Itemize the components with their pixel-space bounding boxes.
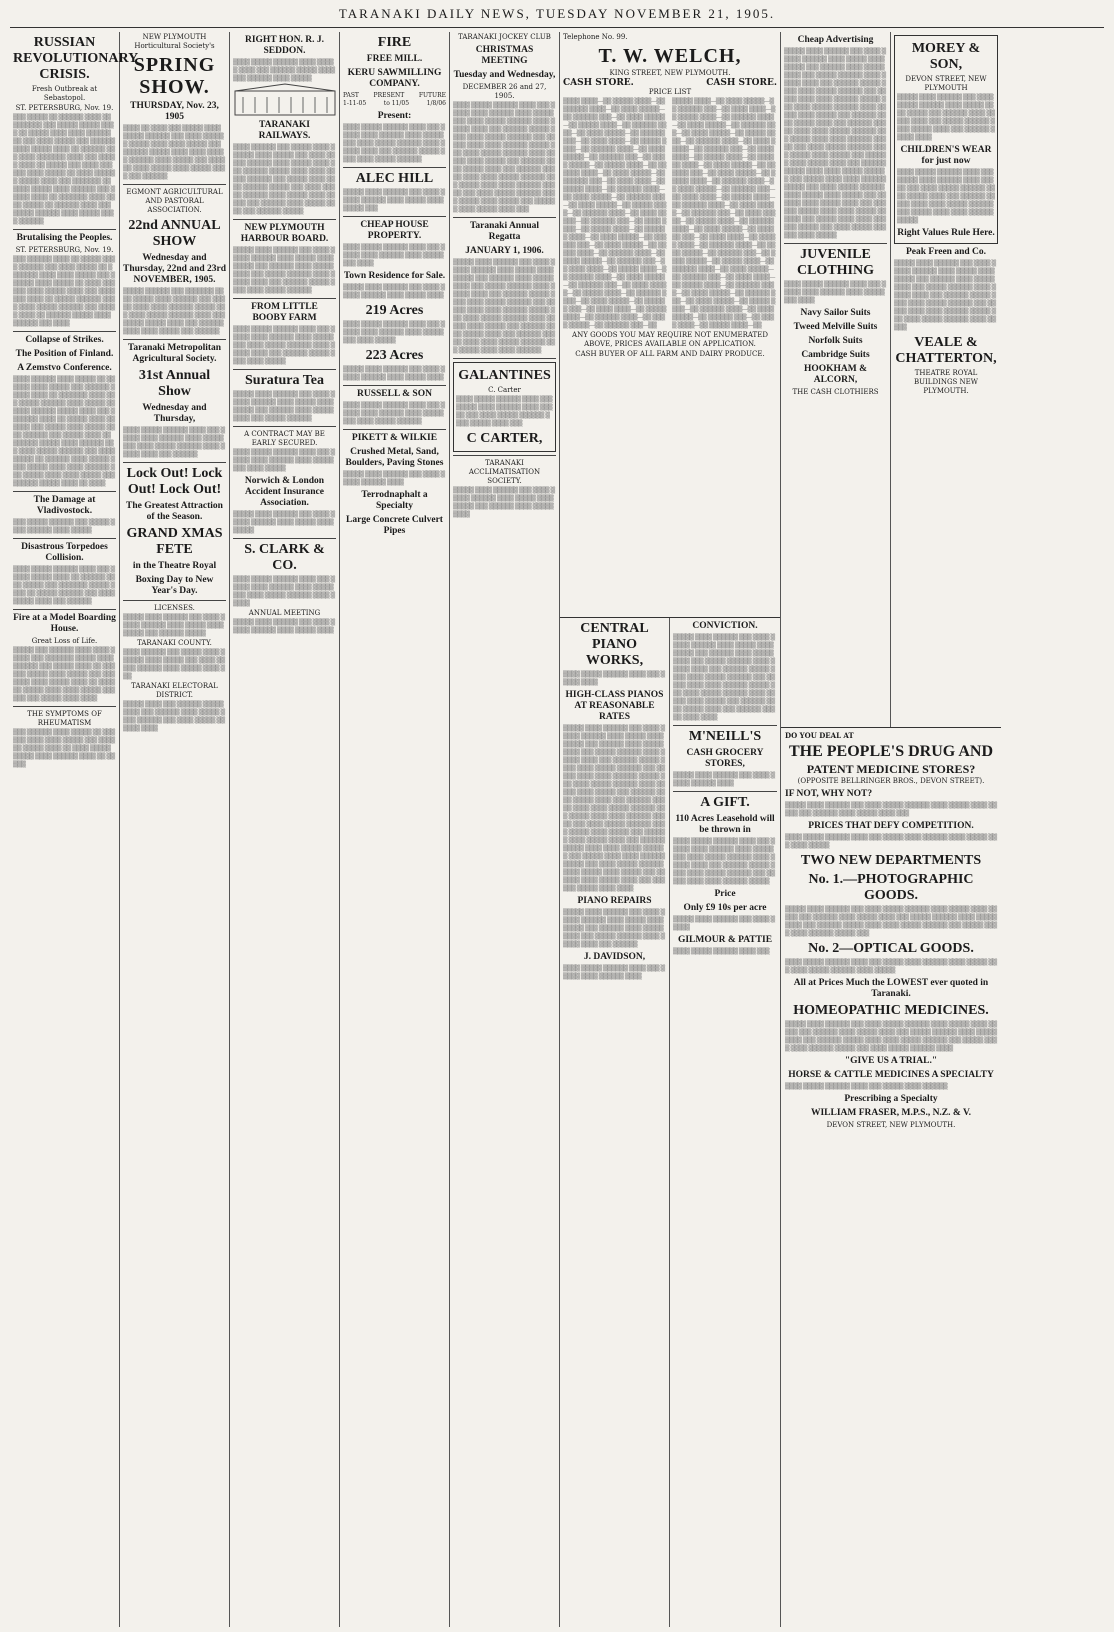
headline-norfolk-suits: Norfolk Suits — [808, 336, 863, 346]
divider — [233, 219, 336, 220]
ad-text: ▒▒▒▒▒ ▒▒▒▒ ▒▒▒▒▒▒ ▒▒▒ ▒▒▒▒ ▒▒▒▒▒ ▒▒▒▒▒▒ ▒▒▒▒ ▒▒▒▒▒ ▒▒▒▒ ▒▒▒▒▒ ▒▒▒ ▒▒▒▒▒▒ ▒▒▒▒ ▒▒▒▒▒ ▒▒▒▒ ▒▒▒ ▒▒▒▒▒ ▒▒▒▒▒▒ — [233, 391, 335, 422]
article-text: ▒▒▒▒ ▒▒▒▒▒ ▒▒▒▒▒▒ ▒▒▒▒ ▒▒▒ ▒▒▒▒▒ ▒▒▒▒▒ ▒▒▒▒ ▒▒ ▒▒▒▒▒▒ ▒▒▒▒ ▒▒▒▒▒ ▒▒▒ ▒▒▒▒▒▒▒ ▒▒▒▒▒ ▒▒▒▒ ▒▒ ▒▒▒▒▒ ▒▒▒▒▒▒ ▒▒▒ ▒▒▒▒ ▒▒▒▒▒ ▒▒▒▒ ▒▒▒ ▒▒▒▒▒▒ — [13, 566, 115, 605]
ad-text: ▒▒▒▒ ▒▒▒▒▒▒ ▒▒▒ ▒▒▒▒▒ ▒▒▒▒ ▒▒▒▒▒▒ ▒▒▒▒ ▒▒▒▒▒ ▒▒▒ ▒▒▒▒ ▒▒▒▒▒ ▒▒▒▒▒▒ ▒▒▒▒ ▒▒▒▒▒ ▒▒▒▒ ▒▒▒ — [123, 649, 225, 680]
headline-piano-works: CENTRAL PIANO WORKS, — [580, 621, 649, 668]
ad-text: ▒▒▒▒▒ ▒▒▒▒ ▒▒▒▒▒▒ ▒▒▒ ▒▒▒▒ ▒▒▒▒▒ ▒▒▒▒▒▒ ▒▒▒▒ ▒▒▒▒▒ ▒▒▒▒ ▒▒▒▒▒ ▒▒▒ ▒▒▒▒▒▒ ▒▒▒▒ ▒▒▒▒▒ ▒▒▒▒ ▒▒▒ — [785, 802, 997, 817]
headline-morey: MOREY & SON, — [911, 41, 981, 72]
welch-ad — [560, 32, 780, 617]
headline-cheap-advertising: Cheap Advertising — [797, 35, 874, 45]
headline-torpedo: Disastrous Torpedoes Collision. — [21, 542, 108, 563]
ad-text: ▒▒▒▒▒ ▒▒▒▒ ▒▒▒ ▒▒▒▒▒▒ ▒▒▒▒▒ ▒▒▒▒ ▒▒▒ ▒▒▒▒▒▒ ▒▒▒▒ ▒▒▒▒▒ ▒▒▒▒ ▒▒▒▒▒▒ ▒▒▒ ▒▒▒▒ ▒▒▒▒▒ ▒▒▒▒▒▒ ▒▒▒▒ — [123, 701, 225, 732]
headline-mneills: M'NEILL'S — [688, 729, 762, 744]
telephone: Telephone No. 99. — [563, 33, 628, 41]
meeting-dates: DECEMBER 26 and 27, 1905. — [462, 83, 547, 100]
morey-ad — [894, 35, 998, 244]
ad-text: ▒▒▒▒ ▒▒▒▒▒ ▒▒▒▒▒▒ ▒▒▒▒ ▒▒▒ ▒▒▒▒▒ ▒▒▒▒ ▒▒▒▒▒▒ ▒▒▒▒ ▒▒▒▒▒ ▒▒▒ ▒▒▒▒ ▒▒▒▒▒ — [233, 449, 335, 472]
headline-fire: Fire at a Model Boarding House. — [13, 613, 116, 634]
divider — [123, 339, 226, 340]
headline-navy-suits: Navy Sailor Suits — [800, 308, 871, 318]
programme-text: ▒▒▒▒ ▒▒▒▒▒ ▒▒▒▒▒▒ ▒▒▒▒ ▒▒▒ ▒▒▒▒▒ ▒▒▒▒ ▒▒▒▒▒▒ ▒▒▒▒ ▒▒▒▒▒ ▒▒▒ ▒▒▒▒ ▒▒▒▒▒ ▒▒▒▒▒▒ ▒▒▒▒ ▒▒▒▒▒ ▒▒▒▒ ▒▒▒ ▒▒▒▒▒▒ ▒▒▒▒▒ ▒▒▒▒ ▒▒▒▒ ▒▒▒▒▒ ▒▒▒▒▒▒ ▒▒▒ ▒▒▒▒▒ ▒▒▒▒ ▒▒▒▒ ▒▒▒▒▒▒ ▒▒▒▒▒ ▒▒▒ ▒▒▒▒ ▒▒▒▒▒ ▒▒▒▒▒▒ ▒▒▒▒ ▒▒▒▒▒ ▒▒▒▒ ▒▒▒▒▒ ▒▒▒ ▒▒▒▒▒▒ ▒▒▒▒ ▒▒▒▒▒ ▒▒▒▒ ▒▒▒ ▒▒▒▒▒▒ ▒▒▒▒▒ ▒▒▒▒ ▒▒▒▒ ▒▒▒▒▒ ▒▒▒▒▒▒ ▒▒▒ ▒▒▒▒▒ ▒▒▒▒ ▒▒▒▒ ▒▒▒▒▒▒ ▒▒▒▒▒ ▒▒▒ ▒▒▒▒ ▒▒▒▒▒ ▒▒▒▒▒▒ ▒▒▒▒ ▒▒▒▒▒ ▒▒▒▒ ▒▒▒▒▒ ▒▒▒ ▒▒▒▒▒▒ ▒▒▒▒ ▒▒▒▒▒ ▒▒▒▒ ▒▒▒ — [453, 102, 555, 213]
headline-booby-farm: FROM LITTLE BOOBY FARM — [251, 302, 318, 323]
building-illustration — [233, 83, 337, 117]
fraser-address: DEVON STREET, NEW PLYMOUTH. — [826, 1121, 956, 1129]
headline-why-not: IF NOT, WHY NOT? — [785, 789, 873, 799]
headline-finland: The Position of Finland. — [15, 349, 114, 359]
headline-town-residence: Town Residence for Sale. — [343, 271, 446, 281]
notice-electoral: TARANAKI ELECTORAL DISTRICT. — [131, 682, 218, 699]
table-cell: 1/8/06 — [426, 100, 446, 107]
headline-price: Price — [714, 889, 736, 899]
ad-text: ▒▒▒▒▒ ▒▒▒▒ ▒▒▒▒▒▒ ▒▒▒ ▒▒▒▒ ▒▒▒▒▒ ▒▒▒▒▒▒ ▒▒▒▒ — [673, 772, 775, 787]
ad-text: ▒▒▒▒ ▒▒▒▒▒ ▒▒▒▒▒▒ ▒▒▒▒ ▒▒▒ ▒▒▒▒▒ ▒▒▒▒ ▒▒▒▒▒▒ ▒▒▒▒ ▒▒▒▒▒ ▒▒▒ ▒▒▒▒ ▒▒▒▒▒ ▒▒▒▒▒▒ ▒▒▒▒ ▒▒▒▒▒ ▒▒▒▒ ▒▒▒ — [456, 396, 553, 427]
headline-tweed-suits: Tweed Melville Suits — [793, 322, 878, 332]
cash-store-right: CASH STORE. — [706, 78, 777, 88]
drug-store-ad — [781, 727, 1001, 1627]
ad-text: ▒▒▒▒ ▒▒▒▒▒ ▒▒▒▒▒▒ ▒▒▒▒ ▒▒▒ ▒▒▒▒▒ ▒▒▒▒ ▒▒▒▒▒▒ ▒▒▒▒ ▒▒▒▒▒ ▒▒▒ ▒▒▒▒ ▒▒▒▒▒ ▒▒▒▒▒▒ ▒▒▒▒ ▒▒▒▒▒ ▒▒▒▒ ▒▒▒ ▒▒▒▒▒▒ — [123, 427, 225, 458]
ad-text: ▒▒▒▒▒ ▒▒▒▒ ▒▒▒▒▒▒ ▒▒▒ ▒▒▒▒ ▒▒▒▒▒ ▒▒▒▒▒▒ ▒▒▒▒ ▒▒▒▒▒ ▒▒▒▒ ▒▒▒▒▒ ▒▒▒ — [343, 189, 445, 212]
price-list-left: ▒▒▒▒ ▒▒▒▒—▒▒ ▒▒▒▒▒ ▒▒▒▒—▒▒ ▒▒▒▒▒▒ ▒▒▒▒—▒▒ ▒▒▒▒ ▒▒▒▒▒—▒▒ ▒▒▒▒▒▒ ▒▒▒—▒▒ ▒▒▒▒ ▒▒▒▒▒—▒▒ ▒▒▒▒▒ ▒▒▒▒—▒▒ ▒▒▒▒▒▒ ▒▒▒▒—▒▒ ▒▒▒▒ ▒▒▒▒▒—▒▒ ▒▒▒▒▒▒ ▒▒▒—▒▒ ▒▒▒▒ ▒▒▒▒—▒▒ ▒▒▒▒▒ ▒▒▒▒—▒▒ ▒▒▒▒▒▒ ▒▒▒▒—▒▒ ▒▒▒▒ ▒▒▒▒▒—▒▒ ▒▒▒▒▒▒ ▒▒▒—▒▒ ▒▒▒▒ ▒▒▒▒▒—▒▒ ▒▒▒▒▒ ▒▒▒▒—▒▒ ▒▒▒▒▒▒ ▒▒▒▒—▒▒ ▒▒▒▒ ▒▒▒▒▒—▒▒ ▒▒▒▒▒▒ ▒▒▒—▒▒ ▒▒▒▒ ▒▒▒▒—▒▒ ▒▒▒▒▒ ▒▒▒▒—▒▒ ▒▒▒▒▒▒ ▒▒▒▒—▒▒ ▒▒▒▒ ▒▒▒▒▒—▒▒ ▒▒▒▒▒▒ ▒▒▒—▒▒ ▒▒▒▒ ▒▒▒▒▒—▒▒ ▒▒▒▒▒ ▒▒▒▒—▒▒ ▒▒▒▒▒▒ ▒▒▒▒—▒▒ ▒▒▒▒ ▒▒▒▒▒—▒▒ ▒▒▒▒▒▒ ▒▒▒—▒▒ ▒▒▒▒ ▒▒▒▒—▒▒ ▒▒▒▒▒ ▒▒▒▒—▒▒ ▒▒▒▒▒▒ ▒▒▒▒—▒▒ ▒▒▒▒ ▒▒▒▒▒—▒▒ ▒▒▒▒▒▒ ▒▒▒—▒▒ ▒▒▒▒ ▒▒▒▒▒—▒▒ ▒▒▒▒▒ ▒▒▒▒—▒▒ ▒▒▒▒▒▒ ▒▒▒▒—▒▒ ▒▒▒▒ ▒▒▒▒▒—▒▒ ▒▒▒▒▒▒ ▒▒▒—▒▒ ▒▒▒▒ ▒▒▒▒—▒▒ ▒▒▒▒▒ ▒▒▒▒—▒▒ ▒▒▒▒▒▒ ▒▒▒▒—▒▒ ▒▒▒▒ ▒▒▒▒▒—▒▒ ▒▒▒▒▒▒ ▒▒▒—▒▒ ▒▒▒▒ ▒▒▒▒▒—▒▒ ▒▒▒▒▒ ▒▒▒▒—▒▒ ▒▒▒▒▒▒ ▒▒▒▒—▒▒ ▒▒▒▒ ▒▒▒▒▒—▒▒ ▒▒▒▒▒▒ ▒▒▒—▒▒ ▒▒▒▒ ▒▒▒▒—▒▒ ▒▒▒▒▒ ▒▒▒▒—▒▒ ▒▒▒▒▒▒ ▒▒▒▒—▒▒ ▒▒▒▒ ▒▒▒▒▒—▒▒ ▒▒▒▒▒▒ ▒▒▒—▒▒ — [563, 98, 667, 329]
column-6 — [560, 618, 670, 1627]
ad-text: ▒▒▒▒▒ ▒▒▒▒ ▒▒▒▒▒▒ ▒▒▒ ▒▒▒▒ ▒▒▒▒▒ ▒▒▒▒▒▒ ▒▒▒▒ ▒▒▒▒▒ ▒▒▒▒ ▒▒▒▒▒ ▒▒▒ ▒▒▒▒▒▒ ▒▒▒▒ ▒▒▒▒▒ ▒▒▒▒ — [453, 487, 555, 518]
hookham-tagline: THE CASH CLOTHIERS — [792, 388, 879, 396]
headline-cambridge-suits: Cambridge Suits — [801, 350, 870, 360]
fete-venue: in the Theatre Royal — [132, 561, 217, 571]
ad-text: ▒▒▒▒▒ ▒▒▒▒ ▒▒▒▒▒▒ ▒▒▒ ▒▒▒▒ ▒▒▒▒▒ ▒▒▒▒▒▒ ▒▒▒▒ ▒▒▒▒▒ ▒▒▒▒ ▒▒▒▒▒ ▒▒▒ ▒▒▒▒▒▒ ▒▒▒▒ ▒▒▒▒▒ ▒▒▒▒ ▒▒▒ ▒▒▒▒▒ ▒▒▒▒▒▒ ▒▒▒▒ ▒▒▒▒▒ ▒▒▒▒ ▒▒▒ ▒▒▒▒▒▒ ▒▒▒▒▒ ▒▒▒▒ ▒▒▒▒ ▒▒▒▒▒ ▒▒▒▒▒▒ ▒▒▒ ▒▒▒▒▒ ▒▒▒▒ ▒▒▒▒ ▒▒▒▒▒▒ ▒▒▒▒▒ ▒▒▒ ▒▒▒▒ ▒▒▒▒▒ ▒▒▒▒▒▒ ▒▒▒▒ ▒▒▒▒▒ ▒▒▒▒ ▒▒▒▒▒ ▒▒▒ ▒▒▒▒▒▒ ▒▒▒▒ ▒▒▒▒▒ ▒▒▒▒ ▒▒▒ ▒▒▒▒▒▒ ▒▒▒▒▒ ▒▒▒▒ ▒▒▒▒ — [673, 634, 775, 721]
article-text: ▒▒▒ ▒▒▒▒▒ ▒▒▒▒▒▒ ▒▒▒ ▒▒▒▒▒ ▒▒▒▒ ▒▒▒▒▒▒ ▒▒▒▒ ▒▒▒▒▒ — [13, 519, 115, 534]
divider — [123, 184, 226, 185]
ad-text: ▒▒▒▒ ▒▒▒▒▒ ▒▒▒▒▒▒ ▒▒▒▒ ▒▒▒ ▒▒▒▒▒ ▒▒▒▒ ▒▒▒▒▒▒ ▒▒▒▒ ▒▒▒▒▒ ▒▒▒ ▒▒▒▒ ▒▒▒▒▒ ▒▒▒▒▒▒ ▒▒▒▒ ▒▒▒▒▒ ▒▒▒▒ ▒▒▒ ▒▒▒▒▒▒ ▒▒▒▒▒ ▒▒▒▒ ▒▒▒▒ ▒▒▒▒▒ ▒▒▒▒▒▒ — [343, 124, 445, 163]
column-5 — [450, 32, 560, 1627]
headline-patent-medicine: PATENT MEDICINE STORES? — [806, 762, 976, 776]
ad-text: ▒▒▒▒▒ ▒▒▒▒ ▒▒▒▒▒▒ ▒▒▒ ▒▒▒▒ ▒▒▒▒▒ — [673, 916, 775, 931]
divider — [233, 538, 336, 539]
divider — [13, 538, 116, 539]
table-row — [343, 100, 446, 108]
table-head-present: PRESENT — [373, 92, 405, 99]
article-text: ▒▒▒▒ ▒▒▒▒▒▒ ▒▒▒▒ ▒▒▒▒▒ ▒▒ ▒▒▒▒▒▒ ▒▒▒▒ ▒▒▒▒▒ ▒▒▒ ▒▒▒▒▒▒ ▒▒▒▒▒ ▒▒▒▒ ▒▒ ▒▒▒▒▒▒▒ ▒▒▒▒ ▒▒▒ ▒▒▒▒▒ ▒▒▒▒▒▒ ▒▒▒▒ ▒▒▒▒▒ ▒▒ ▒▒▒▒ ▒▒▒▒▒▒ ▒▒▒▒▒ ▒▒▒▒ ▒▒▒ ▒▒▒▒▒▒▒ ▒▒▒▒ ▒▒ ▒▒▒▒▒ ▒▒▒▒ ▒▒▒▒▒▒ ▒▒▒ ▒▒▒▒▒ ▒▒▒▒ ▒▒▒▒▒ ▒▒▒▒ ▒▒▒▒▒▒ ▒▒▒ ▒▒▒▒▒ ▒▒▒▒ ▒▒ ▒▒▒▒▒▒ ▒▒▒▒▒ ▒▒▒▒ ▒▒▒▒▒▒ ▒▒▒ ▒▒▒▒ ▒▒▒▒▒ ▒▒▒▒▒▒ ▒▒▒ ▒▒▒▒ ▒▒▒▒▒ ▒▒ ▒▒▒▒▒▒ ▒▒▒▒ ▒▒▒▒▒ ▒▒▒▒ ▒▒▒▒▒ ▒▒▒▒ ▒▒▒▒ ▒▒▒▒▒▒ ▒▒▒ ▒▒▒▒▒ ▒▒▒▒ ▒▒▒▒ ▒▒▒▒▒ ▒▒▒ ▒▒▒▒▒▒ ▒▒▒▒▒ ▒▒▒▒ ▒▒ ▒▒▒▒ — [13, 376, 115, 487]
headline-horse-cattle: HORSE & CATTLE MEDICINES A SPECIALTY — [788, 1070, 994, 1080]
association-name: EGMONT AGRICULTURAL AND PASTORAL ASSOCIATION. — [126, 188, 223, 214]
subhead: Fresh Outbreak at Sebastopol. — [31, 85, 98, 102]
society-name-metropolitan: Taranaki Metropolitan Agricultural Society. — [127, 343, 222, 364]
headline-terrodnaphalt: Terrodnaphalt a Specialty — [361, 490, 428, 511]
divider — [123, 462, 226, 463]
galantines-carter: C. Carter — [488, 386, 521, 394]
ad-text: ▒▒▒▒ ▒▒▒▒▒ ▒▒▒▒▒▒ ▒▒▒▒ ▒▒▒ ▒▒▒▒▒ ▒▒▒▒ ▒▒▒▒▒▒ ▒▒▒▒ ▒▒▒▒▒ ▒▒▒ ▒▒▒▒ — [343, 244, 445, 267]
divider — [343, 429, 446, 430]
column-2 — [120, 32, 230, 1627]
headline-railways: TARANAKI RAILWAYS. — [258, 120, 311, 141]
headline-conviction: CONVICTION. — [692, 621, 758, 631]
column-8 — [781, 32, 891, 727]
dateline: ST. PETERSBURG, Nov. 19. — [15, 104, 114, 112]
society-name: NEW PLYMOUTH Horticultural Society's — [134, 33, 215, 50]
cash-store-left: CASH STORE. — [563, 78, 634, 88]
headline-present: Present: — [377, 111, 412, 121]
headline-acclimatisation: TARANAKI ACCLIMATISATION SOCIETY. — [468, 459, 541, 485]
column-1 — [10, 32, 139, 1627]
headline-give-trial: "GIVE US A TRIAL." — [844, 1056, 938, 1066]
column-4 — [340, 32, 450, 1627]
welch-lower — [560, 617, 780, 1627]
headline-31st-show: 31st Annual Show — [138, 368, 211, 399]
ad-text: ▒▒▒▒▒ ▒▒▒▒ ▒▒▒▒▒▒ ▒▒▒ ▒▒▒▒ ▒▒▒▒▒ ▒▒▒▒▒▒ ▒▒▒▒ ▒▒▒▒▒ ▒▒▒▒ ▒▒▒▒▒ ▒▒▒ ▒▒▒▒▒▒ ▒▒▒▒ ▒▒▒▒▒ ▒▒▒▒ ▒▒▒ ▒▒▒▒▒ ▒▒▒▒▒▒ ▒▒▒▒ ▒▒▒▒▒ ▒▒▒▒ ▒▒▒ ▒▒▒▒▒▒ ▒▒▒▒▒ ▒▒▒▒ ▒▒▒▒ ▒▒▒▒▒ ▒▒▒▒▒▒ ▒▒▒ ▒▒▒▒▒ ▒▒▒▒ ▒▒▒▒ ▒▒▒▒▒▒ ▒▒▒▒▒ ▒▒▒ ▒▒▒▒ ▒▒▒▒▒ ▒▒▒▒▒▒ ▒▒▒▒ ▒▒▒▒▒ ▒▒▒▒ ▒▒▒▒▒ ▒▒▒ ▒▒▒▒▒▒ ▒▒▒▒ ▒▒▒▒▒ ▒▒▒▒ ▒▒▒ ▒▒▒▒▒▒ ▒▒▒▒▒ ▒▒▒▒ ▒▒▒▒ ▒▒▒▒▒ ▒▒▒▒▒▒ ▒▒▒ ▒▒▒▒▒ ▒▒▒▒ ▒▒▒▒ ▒▒▒▒▒▒ ▒▒▒▒▒ ▒▒▒ ▒▒▒▒ ▒▒▒▒▒ ▒▒▒▒▒▒ ▒▒▒▒ ▒▒▒▒▒ ▒▒▒▒ ▒▒▒▒▒ ▒▒▒ ▒▒▒▒▒▒ ▒▒▒▒ ▒▒▒▒▒ ▒▒▒▒ ▒▒▒ ▒▒▒▒▒▒ ▒▒▒▒▒ ▒▒▒▒ ▒▒▒▒ ▒▒▒▒▒ ▒▒▒▒▒▒ ▒▒▒ ▒▒▒▒▒ ▒▒▒▒ ▒▒▒▒ ▒▒▒▒▒▒ ▒▒▒▒▒ ▒▒▒ ▒▒▒▒ ▒▒▒▒▒ ▒▒▒▒▒▒ ▒▒▒▒ ▒▒▒▒▒ ▒▒▒▒ ▒▒▒▒▒ ▒▒▒ ▒▒▒▒▒▒ ▒▒▒▒ ▒▒▒▒▒ ▒▒▒▒ ▒▒▒ ▒▒▒▒▒▒ ▒▒▒▒▒ ▒▒▒▒ ▒▒▒▒ — [563, 725, 665, 892]
ad-text: ▒▒▒▒ ▒▒▒▒▒ ▒▒▒▒▒▒ ▒▒▒▒ ▒▒▒ ▒▒▒▒▒ ▒▒▒▒ ▒▒▒▒▒▒ ▒▒▒▒ ▒▒▒▒▒ ▒▒▒ ▒▒▒▒ — [784, 281, 886, 304]
welch-block — [560, 32, 781, 1627]
ad-text: ▒▒▒▒ ▒▒▒▒▒ ▒▒▒▒▒▒ ▒▒▒▒ ▒▒▒ ▒▒▒▒▒ ▒▒▒▒ ▒▒▒▒▒▒ ▒▒▒▒ — [563, 965, 665, 980]
headline-price-per-acre: Only £9 10s per acre — [683, 903, 767, 913]
divider — [233, 426, 336, 427]
headline-fraser: WILLIAM FRASER, M.P.S., N.Z. & V. — [810, 1108, 972, 1118]
headline-a-gift: A GIFT. — [700, 795, 750, 810]
ad-text: ▒▒▒▒▒ ▒▒▒▒ ▒▒▒▒▒▒ ▒▒▒ ▒▒▒▒ ▒▒▒▒▒ ▒▒▒▒▒▒ ▒▒▒▒ ▒▒▒▒▒ ▒▒▒▒ ▒▒▒▒▒ ▒▒▒ ▒▒▒▒▒▒ ▒▒▒▒ ▒▒▒▒▒ ▒▒▒▒ ▒▒▒ ▒▒▒▒▒ ▒▒▒▒▒▒ ▒▒▒▒ ▒▒▒▒▒ ▒▒▒▒ ▒▒▒ ▒▒▒▒▒▒ ▒▒▒▒▒ ▒▒▒▒ — [897, 94, 995, 141]
divider — [123, 600, 226, 601]
headline-seddon: RIGHT HON. R. J. SEDDON. — [244, 35, 324, 56]
table-head-future: FUTURE — [418, 92, 446, 99]
headline-free-mill: FREE MILL. — [366, 54, 423, 64]
ad-text: ▒▒▒▒▒ ▒▒▒▒ ▒▒▒▒▒▒ ▒▒▒ ▒▒▒▒ ▒▒▒▒▒ ▒▒▒▒▒▒ ▒▒▒▒ ▒▒▒▒▒ ▒▒▒▒ — [343, 284, 445, 299]
headline-vladivostock: The Damage at Vladivostock. — [33, 495, 96, 516]
headline-childrens-wear: CHILDREN'S WEAR for just now — [900, 145, 992, 166]
divider — [343, 385, 446, 386]
ad-text: ▒▒▒▒▒ ▒▒▒▒ ▒▒▒▒▒▒ ▒▒▒ ▒▒▒▒ ▒▒▒▒▒ ▒▒▒▒▒▒ ▒▒▒▒ ▒▒▒▒▒ ▒▒▒▒ ▒▒▒▒▒ ▒▒▒ ▒▒▒▒▒▒ ▒▒▒▒ ▒▒▒▒▒ ▒▒▒▒ ▒▒▒ ▒▒▒▒▒ ▒▒▒▒▒▒ ▒▒▒▒ ▒▒▒▒▒ ▒▒▒▒ ▒▒▒ ▒▒▒▒▒▒ — [563, 909, 665, 948]
table-head-past: PAST — [343, 92, 359, 99]
headline-clark: S. CLARK & CO. — [244, 542, 325, 573]
ad-text: ▒▒▒▒▒ ▒▒▒▒ ▒▒▒▒▒▒ ▒▒▒ ▒▒▒▒ ▒▒▒▒▒ ▒▒▒▒▒▒ ▒▒▒▒ ▒▒▒▒▒ ▒▒▒▒ ▒▒▒▒▒ ▒▒▒ ▒▒▒▒▒▒ ▒▒▒▒ ▒▒▒▒▒ ▒▒▒▒ ▒▒▒ ▒▒▒▒▒ ▒▒▒▒▒▒ ▒▒▒▒ ▒▒▒▒▒ ▒▒▒▒ ▒▒▒ ▒▒▒▒▒▒ ▒▒▒▒▒ ▒▒▒▒ ▒▒▒▒ ▒▒▒▒▒ ▒▒▒▒▒▒ ▒▒▒ ▒▒▒▒▒ ▒▒▒▒ ▒▒▒▒ ▒▒▒▒▒▒ ▒▒▒▒▒ ▒▒▒ ▒▒▒▒ ▒▒▒▒▒ ▒▒▒▒▒▒ ▒▒▒▒ — [785, 1021, 997, 1052]
headline-fire: FIRE — [377, 35, 412, 50]
regatta-date: JANUARY 1, 1906. — [465, 246, 544, 256]
subhead: Great Loss of Life. — [31, 637, 98, 645]
headline-pianos: HIGH-CLASS PIANOS AT REASONABLE RATES — [565, 690, 664, 722]
headline-110-acres: 110 Acres Leasehold will be thrown in — [675, 814, 775, 835]
headline-culvert: Large Concrete Culvert Pipes — [346, 515, 443, 536]
divider — [233, 298, 336, 299]
subhead-rheumatism: THE SYMPTOMS OF RHEUMATISM — [27, 710, 102, 727]
show-dates: Wednesday and Thursday, 22nd and 23rd NOVEMBER, 1905. — [123, 253, 226, 285]
drug-location: (OPPOSITE BELLRINGER BROS., DEVON STREET). — [797, 777, 985, 785]
club-name: TARANAKI JOCKEY CLUB — [458, 33, 551, 41]
headline-insurance: Norwich & London Accident Insurance Association. — [244, 476, 325, 508]
right-block — [781, 32, 1001, 1627]
ad-text: ▒▒▒▒▒ ▒▒▒▒ ▒▒▒▒▒▒ ▒▒▒ ▒▒▒▒ ▒▒▒▒▒ ▒▒▒▒▒▒ ▒▒▒▒ ▒▒▒▒▒ ▒▒▒▒ ▒▒▒▒▒ — [233, 511, 335, 534]
ad-text: ▒▒▒▒ ▒▒▒▒▒ ▒▒▒▒▒▒ ▒▒▒▒ ▒▒▒ ▒▒▒▒▒ ▒▒▒▒ — [563, 671, 665, 686]
column-3 — [230, 32, 340, 1627]
headline-cheap-house: CHEAP HOUSE PROPERTY. — [360, 220, 429, 241]
price-list — [563, 98, 777, 330]
masthead: TARANAKI DAILY NEWS, TUESDAY NOVEMBER 21, 1905. — [10, 6, 1104, 28]
headline-optical: No. 2—OPTICAL GOODS. — [808, 941, 974, 956]
ad-text: ▒▒▒▒▒ ▒▒▒▒ ▒▒▒▒▒▒ ▒▒▒ ▒▒▒▒ ▒▒▒▒▒ ▒▒▒▒▒▒ ▒▒▒▒ ▒▒▒▒▒ ▒▒▒▒ ▒▒▒▒▒ ▒▒▒ ▒▒▒▒▒▒ ▒▒▒▒▒ — [123, 614, 225, 637]
headline-prices-defy: PRICES THAT DEFY COMPETITION. — [808, 821, 974, 831]
headline-219-acres: 219 Acres — [365, 303, 424, 318]
show-date: THURSDAY, Nov. 23, 1905 — [130, 101, 219, 122]
headline-juvenile-clothing: JUVENILE CLOTHING — [796, 247, 874, 278]
divider — [453, 217, 556, 218]
article-text: ▒▒▒▒▒ ▒▒▒ ▒▒▒▒▒▒ ▒▒▒▒ ▒▒▒▒ ▒▒▒▒▒ ▒▒▒ ▒▒▒▒▒▒▒ ▒▒▒▒▒ ▒▒▒▒ ▒▒▒▒▒▒ ▒▒▒ ▒▒▒▒▒ ▒▒▒▒ ▒▒ ▒▒▒▒▒▒ ▒▒▒▒▒ ▒▒▒▒ ▒▒▒▒▒ ▒▒▒ ▒▒▒▒▒▒▒ ▒▒▒▒ ▒▒▒▒▒ ▒▒▒▒ ▒▒ ▒▒▒▒▒▒ ▒▒▒▒▒ ▒▒▒▒ ▒▒▒▒ ▒▒▒▒▒ ▒▒▒▒▒▒ ▒▒▒ ▒▒▒▒▒ ▒▒▒▒ ▒▒▒▒ — [13, 647, 115, 702]
price-list-title: PRICE LIST — [648, 88, 692, 96]
headline-davidson: J. DAVIDSON, — [583, 952, 646, 962]
table-header — [343, 92, 446, 100]
meeting-days: Tuesday and Wednesday, — [453, 70, 556, 80]
galantines-ad — [453, 362, 556, 452]
headline-contract: A CONTRACT MAY BE EARLY SECURED. — [244, 430, 325, 447]
headline-peak-freen: Peak Freen and Co. — [905, 247, 987, 257]
headline-galantines: GALANTINES — [458, 368, 551, 383]
headline-christmas-meeting: CHRISTMAS MEETING — [475, 45, 534, 66]
ad-text: ▒▒▒▒▒ ▒▒▒▒▒▒ ▒▒▒ ▒▒▒▒▒▒▒ ▒▒▒▒ ▒▒▒▒▒ ▒▒▒▒ ▒▒▒▒▒▒ ▒▒▒ ▒▒▒▒▒ ▒▒▒▒ ▒▒▒▒ ▒▒▒▒▒▒ ▒▒▒▒▒ ▒▒▒ ▒▒▒▒ ▒▒▒▒▒ ▒▒▒▒▒▒ ▒▒▒▒ ▒▒▒ ▒▒▒▒▒ ▒▒▒▒▒ ▒▒▒▒ ▒▒▒ ▒▒▒▒▒▒ ▒▒▒▒ ▒▒▒▒ ▒▒▒▒▒ ▒▒▒ ▒▒▒▒▒▒ — [123, 288, 225, 335]
divider — [453, 358, 556, 359]
headline-homeopathic: HOMEOPATHIC MEDICINES. — [793, 1003, 989, 1018]
divider — [13, 491, 116, 492]
divider — [343, 216, 446, 217]
article-text: ▒▒▒ ▒▒▒▒▒▒ ▒▒▒▒ ▒▒▒▒▒ ▒▒ ▒▒▒▒▒▒ ▒▒▒▒ ▒▒▒▒ ▒▒▒▒▒ ▒▒▒ ▒▒▒▒▒▒ ▒▒▒▒▒ ▒▒▒▒ ▒▒ ▒▒▒▒ ▒▒▒▒▒ ▒▒▒▒▒ ▒▒▒▒ ▒▒▒▒▒▒ ▒▒▒▒ ▒▒ ▒▒▒▒▒ — [13, 729, 115, 768]
ad-text: ▒▒▒▒ ▒▒▒▒▒ ▒▒▒▒▒▒ ▒▒▒▒ ▒▒▒ — [673, 948, 770, 955]
classified-text: ▒▒▒▒▒ ▒▒▒▒ ▒▒▒▒▒▒ ▒▒▒ ▒▒▒▒ ▒▒▒▒▒ ▒▒▒▒▒▒ ▒▒▒▒ ▒▒▒▒▒ ▒▒▒▒ ▒▒▒▒▒ ▒▒▒ ▒▒▒▒▒▒ ▒▒▒▒ ▒▒▒▒▒ ▒▒▒▒ ▒▒▒ ▒▒▒▒▒ ▒▒▒▒▒▒ ▒▒▒▒ ▒▒▒▒▒ ▒▒▒▒ ▒▒▒ ▒▒▒▒▒▒ ▒▒▒▒▒ ▒▒▒▒ ▒▒▒▒ ▒▒▒▒▒ ▒▒▒▒▒▒ ▒▒▒ ▒▒▒▒▒ ▒▒▒▒ ▒▒▒▒ ▒▒▒▒▒▒ ▒▒▒▒▒ ▒▒▒ ▒▒▒▒ ▒▒▒▒▒ ▒▒▒▒▒▒ ▒▒▒▒ ▒▒▒▒▒ ▒▒▒▒ ▒▒▒▒▒ ▒▒▒ ▒▒▒▒▒▒ ▒▒▒▒ ▒▒▒▒▒ ▒▒▒▒ ▒▒▒ ▒▒▒▒▒▒ ▒▒▒▒▒ ▒▒▒▒ ▒▒▒▒ ▒▒▒▒▒ ▒▒▒▒▒▒ ▒▒▒ ▒▒▒▒▒ ▒▒▒▒ ▒▒▒▒ ▒▒▒▒▒▒ ▒▒▒▒▒ ▒▒▒ ▒▒▒▒ ▒▒▒▒▒ ▒▒▒▒▒▒ ▒▒▒▒ ▒▒▒▒▒ ▒▒▒▒ ▒▒▒▒▒ ▒▒▒ ▒▒▒▒▒▒ ▒▒▒▒ ▒▒▒▒▒ ▒▒▒▒ ▒▒▒ ▒▒▒▒▒▒ ▒▒▒▒▒ ▒▒▒▒ ▒▒▒▒ ▒▒▒▒▒ ▒▒▒▒▒▒ ▒▒▒ ▒▒▒▒▒ ▒▒▒▒ ▒▒▒▒ ▒▒▒▒▒▒ ▒▒▒▒▒ ▒▒▒ ▒▒▒▒ ▒▒▒▒▒ ▒▒▒▒▒▒ ▒▒▒▒ ▒▒▒▒▒ ▒▒▒▒ ▒▒▒▒▒ ▒▒▒ ▒▒▒▒▒▒ ▒▒▒▒ ▒▒▒▒▒ ▒▒▒▒ ▒▒▒ ▒▒▒▒▒▒ ▒▒▒▒▒ ▒▒▒▒ ▒▒▒▒ ▒▒▒▒▒ ▒▒▒▒▒▒ ▒▒▒ ▒▒▒▒▒ ▒▒▒▒ ▒▒▒▒ ▒▒▒▒▒▒ ▒▒▒▒▒ ▒▒▒ ▒▒▒▒ ▒▒▒▒▒ ▒▒▒▒▒▒ ▒▒▒▒ ▒▒▒▒▒ — [784, 48, 886, 239]
table-cell: 1-11-05 — [343, 100, 367, 107]
divider — [233, 369, 336, 370]
headline-c-carter: C CARTER, — [466, 431, 543, 446]
price-list-right: ▒▒▒▒▒ ▒▒▒▒—▒▒ ▒▒▒▒ ▒▒▒▒▒—▒▒ ▒▒▒▒▒▒ ▒▒▒—▒▒ ▒▒▒▒ ▒▒▒▒—▒▒ ▒▒▒▒▒ ▒▒▒▒—▒▒ ▒▒▒▒▒▒ ▒▒▒▒—▒▒ ▒▒▒▒ ▒▒▒▒▒—▒▒ ▒▒▒▒▒▒ ▒▒▒—▒▒ ▒▒▒▒ ▒▒▒▒▒—▒▒ ▒▒▒▒▒ ▒▒▒▒—▒▒ ▒▒▒▒▒▒ ▒▒▒▒—▒▒ ▒▒▒▒ ▒▒▒▒▒—▒▒ ▒▒▒▒▒▒ ▒▒▒—▒▒ ▒▒▒▒ ▒▒▒▒—▒▒ ▒▒▒▒▒ ▒▒▒▒—▒▒ ▒▒▒▒▒▒ ▒▒▒▒—▒▒ ▒▒▒▒ ▒▒▒▒▒—▒▒ ▒▒▒▒▒▒ ▒▒▒—▒▒ ▒▒▒▒ ▒▒▒▒▒—▒▒ ▒▒▒▒▒ ▒▒▒▒—▒▒ ▒▒▒▒▒▒ ▒▒▒▒—▒▒ ▒▒▒▒ ▒▒▒▒▒—▒▒ ▒▒▒▒▒▒ ▒▒▒—▒▒ ▒▒▒▒ ▒▒▒▒—▒▒ ▒▒▒▒▒ ▒▒▒▒—▒▒ ▒▒▒▒▒▒ ▒▒▒▒—▒▒ ▒▒▒▒ ▒▒▒▒▒—▒▒ ▒▒▒▒▒▒ ▒▒▒—▒▒ ▒▒▒▒ ▒▒▒▒▒—▒▒ ▒▒▒▒▒ ▒▒▒▒—▒▒ ▒▒▒▒▒▒ ▒▒▒▒—▒▒ ▒▒▒▒ ▒▒▒▒▒—▒▒ ▒▒▒▒▒▒ ▒▒▒—▒▒ ▒▒▒▒ ▒▒▒▒—▒▒ ▒▒▒▒▒ ▒▒▒▒—▒▒ ▒▒▒▒▒▒ ▒▒▒▒—▒▒ ▒▒▒▒ ▒▒▒▒▒—▒▒ ▒▒▒▒▒▒ ▒▒▒—▒▒ ▒▒▒▒ ▒▒▒▒▒—▒▒ ▒▒▒▒▒ ▒▒▒▒—▒▒ ▒▒▒▒▒▒ ▒▒▒▒—▒▒ ▒▒▒▒ ▒▒▒▒▒—▒▒ ▒▒▒▒▒▒ ▒▒▒—▒▒ ▒▒▒▒ ▒▒▒▒—▒▒ ▒▒▒▒▒ ▒▒▒▒—▒▒ ▒▒▒▒▒▒ ▒▒▒▒—▒▒ ▒▒▒▒ ▒▒▒▒▒—▒▒ ▒▒▒▒▒▒ ▒▒▒—▒▒ ▒▒▒▒ ▒▒▒▒▒—▒▒ ▒▒▒▒▒ ▒▒▒▒—▒▒ ▒▒▒▒▒▒ ▒▒▒▒—▒▒ ▒▒▒▒ ▒▒▒▒▒—▒▒ ▒▒▒▒▒▒ ▒▒▒—▒▒ ▒▒▒▒ ▒▒▒▒—▒▒ ▒▒▒▒▒ ▒▒▒▒—▒▒ — [672, 98, 776, 329]
divider — [13, 706, 116, 707]
divider — [673, 725, 777, 726]
divider — [784, 243, 887, 244]
headline-spring-show: SPRING SHOW. — [133, 54, 216, 98]
headline-lowest-prices: All at Prices Much the LOWEST ever quoted in Taranaki. — [793, 978, 989, 999]
headline-annual-show: 22nd ANNUAL SHOW — [128, 218, 221, 249]
article-text: ▒▒▒ ▒▒▒▒▒ ▒▒ ▒▒▒▒▒▒ ▒▒▒▒ ▒▒ ▒▒▒▒▒▒▒ ▒▒▒ ▒▒▒▒▒ ▒▒▒▒▒ ▒▒▒▒ ▒▒ ▒▒▒▒▒ ▒▒▒▒ ▒▒▒▒ ▒▒▒▒▒▒ ▒▒ ▒▒▒ ▒▒▒▒ ▒▒▒▒▒ ▒▒▒ ▒▒▒▒▒▒ ▒▒▒▒ ▒▒▒▒▒ ▒▒▒▒ ▒▒ ▒▒▒▒▒▒ ▒▒▒ ▒▒▒▒ ▒▒▒▒▒▒▒ ▒▒▒▒ ▒▒▒ ▒▒▒▒▒ ▒▒▒▒ ▒▒ ▒▒▒▒▒ ▒▒▒ ▒▒▒▒ ▒▒▒▒▒▒ ▒▒▒▒ ▒▒▒▒▒ ▒▒ ▒▒▒▒ ▒▒▒▒▒▒ ▒▒▒▒▒ ▒▒▒▒ ▒▒▒ ▒▒▒▒▒▒▒ ▒▒ ▒▒▒▒ ▒▒▒▒▒ ▒▒▒▒ ▒▒▒▒▒▒ ▒▒▒ ▒▒▒▒▒ ▒▒▒▒ ▒▒ ▒▒▒▒▒▒▒ ▒▒▒▒ ▒▒▒▒ ▒▒▒▒▒ ▒▒ ▒▒▒▒▒▒ ▒▒▒▒ ▒▒▒ ▒▒▒▒▒ ▒▒▒▒▒▒ ▒▒▒▒ ▒▒▒▒▒ ▒▒▒▒ ▒▒▒▒▒▒ — [13, 114, 115, 225]
headline-veale: VEALE & CHATTERTON, — [895, 335, 997, 366]
ad-text: ▒▒▒▒ ▒▒▒▒▒ ▒▒▒▒▒▒ ▒▒▒▒ ▒▒▒ ▒▒▒▒▒ ▒▒▒▒ ▒▒▒▒▒▒ ▒▒▒▒ ▒▒▒▒▒ ▒▒▒ ▒▒▒▒ ▒▒▒▒▒ ▒▒▒▒▒▒ — [343, 402, 445, 425]
ad-text: ▒▒▒▒ ▒▒▒▒▒ ▒▒▒▒▒▒ ▒▒▒▒ ▒▒▒ ▒▒▒▒▒ ▒▒▒▒ ▒▒▒▒▒▒ — [785, 1083, 948, 1090]
column-9 — [891, 32, 1001, 727]
ad-text: ▒▒▒▒ ▒▒▒▒▒ ▒▒▒▒▒▒ ▒▒▒▒ ▒▒▒ ▒▒▒▒▒ ▒▒▒▒ ▒▒▒▒▒▒ ▒▒▒▒ ▒▒▒▒▒ ▒▒▒ ▒▒▒▒ ▒▒▒▒▒ — [343, 321, 445, 344]
columns — [10, 32, 1104, 1627]
ad-text: ▒▒▒▒ ▒▒▒▒▒▒ ▒▒▒ ▒▒▒▒▒ ▒▒▒▒ ▒▒▒▒▒▒ ▒▒▒▒ ▒▒▒▒▒ ▒▒▒ ▒▒▒▒ ▒▒▒▒▒ ▒▒▒▒▒▒ ▒▒▒▒ ▒▒▒▒▒ ▒▒▒▒ ▒▒▒ ▒▒▒▒▒▒ ▒▒▒▒▒ ▒▒▒▒ ▒▒▒▒ ▒▒▒▒▒ ▒▒▒▒▒▒ ▒▒▒ ▒▒▒▒▒ ▒▒▒▒ ▒▒▒▒ ▒▒▒▒▒▒ ▒▒▒▒▒ ▒▒▒ ▒▒▒▒ ▒▒▒▒▒ ▒▒▒▒▒▒ ▒▒▒▒ ▒▒▒▒▒ ▒▒▒▒ ▒▒▒▒▒ ▒▒▒ ▒▒▒▒▒▒ ▒▒▒▒ ▒▒▒▒▒ ▒▒▒▒ ▒▒▒ ▒▒▒▒▒▒ ▒▒▒▒▒ — [233, 144, 335, 215]
divider — [343, 167, 446, 168]
ad-text: ▒▒▒▒▒ ▒▒▒▒ ▒▒▒▒▒▒ ▒▒▒ ▒▒▒▒ ▒▒▒▒▒ ▒▒▒▒▒▒ ▒▒▒▒ ▒▒▒▒▒ ▒▒▒▒ — [233, 619, 335, 634]
ad-text: ▒▒▒▒▒ ▒▒▒▒ ▒▒▒▒▒▒ ▒▒▒ ▒▒▒▒ ▒▒▒▒▒ ▒▒▒▒▒▒ ▒▒▒▒ ▒▒▒▒▒ ▒▒▒▒ — [343, 366, 445, 381]
ad-text: ▒▒▒▒ ▒▒▒▒▒ ▒▒▒▒▒▒ ▒▒▒▒ ▒▒▒ ▒▒▒▒▒ ▒▒▒▒ ▒▒▒▒▒▒ ▒▒▒▒ ▒▒▒▒▒ ▒▒▒ ▒▒▒▒ ▒▒▒▒▒ ▒▒▒▒▒▒ ▒▒▒▒ ▒▒▒▒▒ ▒▒▒▒ ▒▒▒ ▒▒▒▒▒▒ ▒▒▒▒▒ ▒▒▒▒ ▒▒▒▒ ▒▒▒▒▒ ▒▒▒▒▒▒ ▒▒▒ ▒▒▒▒▒ ▒▒▒▒ ▒▒▒▒ ▒▒▒▒▒▒ ▒▒▒▒▒ — [673, 838, 775, 885]
table-cell: to 11/05 — [383, 100, 410, 107]
show-days: Wednesday and Thursday, — [142, 403, 207, 424]
ad-text: ▒▒▒▒▒ ▒▒▒▒ ▒▒▒▒▒▒ ▒▒▒ ▒▒▒▒ ▒▒▒▒▒ ▒▒▒▒▒▒ ▒▒▒▒ — [343, 471, 445, 486]
notice-county: TARANAKI COUNTY. — [137, 639, 212, 647]
welch-footer-2: CASH BUYER OF ALL FARM AND DAIRY PRODUCE. — [575, 350, 765, 358]
headline-hookham: HOOKHAM & ALCORN, — [803, 364, 868, 385]
headline-lock-out: Lock Out! Lock Out! Lock Out! — [126, 466, 223, 497]
headline-223-acres: 223 Acres — [365, 348, 424, 363]
ad-text: ▒▒▒▒▒ ▒▒▒▒ ▒▒▒▒▒▒ ▒▒▒ ▒▒▒▒ ▒▒▒▒▒ ▒▒▒▒▒▒ ▒▒▒▒ ▒▒▒▒▒ ▒▒▒▒ ▒▒▒▒▒ ▒▒▒ ▒▒▒▒▒▒ ▒▒▒▒ ▒▒▒▒▒ ▒▒▒▒ ▒▒▒ ▒▒▒▒▒ ▒▒▒▒▒▒ ▒▒▒▒ ▒▒▒▒▒ ▒▒▒▒ ▒▒▒ ▒▒▒▒▒▒ ▒▒▒▒▒ ▒▒▒▒ ▒▒▒▒ ▒▒▒▒▒ ▒▒▒▒▒▒ ▒▒▒ ▒▒▒▒▒ ▒▒▒▒ ▒▒▒▒ ▒▒▒▒▒▒ ▒▒▒▒▒ ▒▒▒ — [785, 906, 997, 937]
ad-text: ▒▒▒▒ ▒▒▒▒▒ ▒▒▒▒▒▒ ▒▒▒▒ ▒▒▒ ▒▒▒▒▒ ▒▒▒▒ ▒▒▒▒▒▒ ▒▒▒▒ ▒▒▒▒▒ ▒▒▒ ▒▒▒▒ ▒▒▒▒▒ ▒▒▒▒▒▒ ▒▒▒▒ ▒▒▒▒▒ — [233, 576, 335, 607]
drug-question: DO YOU DEAL AT — [785, 731, 854, 740]
ad-text: ▒▒▒▒ ▒▒▒▒▒ ▒▒▒▒▒▒ ▒▒▒▒ ▒▒▒▒▒ ▒▒▒▒ ▒▒▒ ▒▒▒▒▒▒ ▒▒▒▒▒ ▒▒▒▒ ▒▒▒ ▒▒▒▒▒▒ ▒▒▒▒ ▒▒▒▒▒ — [233, 59, 335, 82]
headline-brutalising: Brutalising the Peoples. — [16, 233, 113, 243]
headline-attraction: The Greatest Attraction of the Season. — [126, 501, 223, 522]
welch-footer-1: ANY GOODS YOU MAY REQUIRE NOT ENUMERATED ABOVE, PRICES AVAILABLE ON APPLICATION. — [572, 331, 768, 348]
headline-right-values: Right Values Rule Here. — [897, 228, 995, 238]
headline-keru: KERU SAWMILLING COMPANY. — [347, 68, 442, 89]
headline-pikett: PIKETT & WILKIE — [351, 433, 438, 443]
veale-address: THEATRE ROYAL BUILDINGS NEW PLYMOUTH. — [913, 369, 978, 395]
headline-zemstvo: A Zemstvo Conference. — [17, 363, 112, 373]
headline-peoples-drug: THE PEOPLE'S DRUG AND — [788, 743, 994, 760]
headline-annual-meeting: ANNUAL MEETING — [248, 609, 321, 617]
morey-address: DEVON STREET, NEW PLYMOUTH — [905, 75, 987, 92]
divider — [13, 609, 116, 610]
headline-harbour-board: NEW PLYMOUTH HARBOUR BOARD. — [240, 223, 329, 244]
ad-text: ▒▒▒▒ ▒▒ ▒▒▒▒ ▒▒▒ ▒▒▒▒▒ ▒▒▒▒ ▒▒▒▒▒ ▒▒▒▒▒▒ ▒▒▒ ▒▒▒▒ ▒▒▒▒▒▒ ▒▒▒▒▒ ▒▒▒▒ ▒▒▒▒ ▒▒▒▒▒ ▒▒▒ ▒▒▒▒▒▒ ▒▒▒▒▒ ▒▒▒▒ ▒▒▒▒ ▒▒▒▒▒ ▒▒▒▒▒▒ ▒▒▒▒ ▒▒▒▒▒ ▒▒▒ ▒▒▒▒▒▒ ▒▒▒▒ ▒▒▒▒▒ ▒▒▒▒ ▒▒▒▒▒ ▒▒▒▒ ▒▒▒ ▒▒▒▒▒▒ — [123, 125, 225, 180]
headline-suratura-tea: Suratura Tea — [245, 373, 324, 388]
programme-text: ▒▒▒▒▒ ▒▒▒▒ ▒▒▒▒▒▒ ▒▒▒ ▒▒▒▒ ▒▒▒▒▒ ▒▒▒▒▒▒ ▒▒▒▒ ▒▒▒▒▒ ▒▒▒▒ ▒▒▒▒▒ ▒▒▒ ▒▒▒▒▒▒ ▒▒▒▒ ▒▒▒▒▒ ▒▒▒▒ ▒▒▒ ▒▒▒▒▒ ▒▒▒▒▒▒ ▒▒▒▒ ▒▒▒▒▒ ▒▒▒▒ ▒▒▒ ▒▒▒▒▒▒ ▒▒▒▒▒ ▒▒▒▒ ▒▒▒▒ ▒▒▒▒▒ ▒▒▒▒▒▒ ▒▒▒ ▒▒▒▒▒ ▒▒▒▒ ▒▒▒▒ ▒▒▒▒▒▒ ▒▒▒▒▒ ▒▒▒ ▒▒▒▒ ▒▒▒▒▒ ▒▒▒▒▒▒ ▒▒▒▒ ▒▒▒▒▒ ▒▒▒▒ ▒▒▒▒▒ ▒▒▒ ▒▒▒▒▒▒ ▒▒▒▒ ▒▒▒▒▒ ▒▒▒▒ ▒▒▒ ▒▒▒▒▒▒ ▒▒▒▒▒ ▒▒▒▒ ▒▒▒▒ ▒▒▒▒▒ ▒▒▒▒▒▒ ▒▒▒ ▒▒▒▒▒ ▒▒▒▒ ▒▒▒▒ ▒▒▒▒▒▒ — [453, 259, 555, 354]
divider — [13, 229, 116, 230]
ad-text: ▒▒▒▒ ▒▒▒▒▒ ▒▒▒▒▒▒ ▒▒▒▒ ▒▒▒ ▒▒▒▒▒ ▒▒▒▒ ▒▒▒▒▒▒ ▒▒▒▒ ▒▒▒▒▒ ▒▒▒ ▒▒▒▒ ▒▒▒▒▒ ▒▒▒▒▒▒ ▒▒▒▒ ▒▒▒▒▒ ▒▒▒▒ ▒▒▒ ▒▒▒▒▒▒ ▒▒▒▒▒ ▒▒▒▒ ▒▒▒▒ ▒▒▒▒▒ ▒▒▒▒▒▒ ▒▒▒ ▒▒▒▒▒ ▒▒▒▒ ▒▒▒▒ ▒▒▒▒▒▒ ▒▒▒▒▒ — [897, 169, 995, 224]
notice-licenses: LICENSES. — [154, 604, 195, 612]
headline-welch: T. W. WELCH, — [598, 45, 742, 67]
headline-russell: RUSSELL & SON — [357, 389, 432, 399]
fete-dates: Boxing Day to New Year's Day. — [135, 575, 214, 596]
headline-prescribing: Prescribing a Specialty — [844, 1094, 938, 1104]
headline-piano-repairs: PIANO REPAIRS — [577, 896, 652, 906]
ad-text: ▒▒▒▒▒ ▒▒▒▒ ▒▒▒▒▒▒ ▒▒▒ ▒▒▒▒ ▒▒▒▒▒ ▒▒▒▒▒▒ ▒▒▒▒ ▒▒▒▒▒ ▒▒▒▒ ▒▒▒▒▒ ▒▒▒ ▒▒▒▒▒▒ ▒▒▒▒ ▒▒▒▒▒ ▒▒▒▒ ▒▒▒ ▒▒▒▒▒ ▒▒▒▒▒▒ ▒▒▒▒ ▒▒▒▒▒ ▒▒▒▒ ▒▒▒ ▒▒▒▒▒▒ ▒▒▒▒▒ ▒▒▒▒ ▒▒▒▒ ▒▒▒▒▒ ▒▒▒▒▒▒ — [233, 247, 335, 294]
headline-russian-crisis: RUSSIAN REVOLUTIONARY CRISIS. — [13, 35, 139, 82]
divider — [13, 331, 116, 332]
welch-cash-store — [563, 79, 777, 87]
article-text: ▒▒▒ ▒▒▒▒▒▒ ▒▒▒▒ ▒▒ ▒▒▒▒▒ ▒▒▒▒ ▒▒▒▒▒▒ ▒▒▒ ▒▒▒▒ ▒▒▒▒▒ ▒▒ ▒▒▒▒▒▒▒ ▒▒▒▒ ▒▒▒▒ ▒▒▒▒▒ ▒▒▒ ▒▒▒▒▒▒ ▒▒▒▒ ▒▒▒▒▒ ▒▒ ▒▒▒▒ ▒▒▒▒▒▒ ▒▒▒▒ ▒▒▒▒▒ ▒▒▒▒ ▒▒▒ ▒▒▒▒▒▒▒ ▒▒▒▒ ▒▒ ▒▒▒▒▒ ▒▒▒▒▒▒ ▒▒▒▒ ▒▒▒▒ ▒▒▒▒▒ ▒▒▒▒▒▒ ▒▒▒ ▒▒▒▒▒ ▒▒▒▒ ▒▒ ▒▒▒▒▒▒ ▒▒▒▒▒ ▒▒▒▒ ▒▒▒▒▒▒ ▒▒▒ ▒▒▒▒ — [13, 256, 115, 327]
headline-photographic: No. 1.—PHOTOGRAPHIC GOODS. — [808, 872, 974, 903]
divider — [453, 455, 556, 456]
column-7 — [670, 618, 780, 1627]
headline-crushed-metal: Crushed Metal, Sand, Boulders, Paving Stones — [345, 447, 444, 468]
headline-gilmour: GILMOUR & PATTIE — [677, 935, 773, 945]
headline-cash-grocery: CASH GROCERY STORES, — [686, 748, 764, 769]
ad-text: ▒▒▒▒ ▒▒▒▒▒ ▒▒▒▒▒▒ ▒▒▒▒ ▒▒▒ ▒▒▒▒▒ ▒▒▒▒ ▒▒▒▒▒▒ ▒▒▒▒ ▒▒▒▒▒ ▒▒▒ ▒▒▒▒ ▒▒▒▒▒ ▒▒▒▒▒▒ ▒▒▒▒ ▒▒▒▒▒ — [785, 959, 997, 974]
right-top — [781, 32, 1001, 727]
divider — [673, 791, 777, 792]
headline-two-departments: TWO NEW DEPARTMENTS — [800, 853, 982, 868]
welch-address: KING STREET, NEW PLYMOUTH. — [609, 69, 731, 77]
headline-xmas-fete: GRAND XMAS FETE — [126, 526, 223, 557]
headline-regatta: Taranaki Annual Regatta — [469, 221, 540, 242]
ad-text: ▒▒▒▒ ▒▒▒▒▒ ▒▒▒▒▒▒ ▒▒▒▒ ▒▒▒ ▒▒▒▒▒ ▒▒▒▒ ▒▒▒▒▒▒ ▒▒▒▒ ▒▒▒▒▒ ▒▒▒ ▒▒▒▒ ▒▒▒▒▒ ▒▒▒▒▒▒ ▒▒▒▒ ▒▒▒▒▒ ▒▒▒▒ ▒▒▒ ▒▒▒▒▒▒ ▒▒▒▒▒ ▒▒▒▒ ▒▒▒▒ ▒▒▒▒▒ — [233, 326, 335, 365]
ad-text: ▒▒▒▒▒ ▒▒▒▒ ▒▒▒▒▒▒ ▒▒▒ ▒▒▒▒ ▒▒▒▒▒ ▒▒▒▒▒▒ ▒▒▒▒ ▒▒▒▒▒ ▒▒▒▒ ▒▒▒▒▒ ▒▒▒ ▒▒▒▒▒▒ ▒▒▒▒ ▒▒▒▒▒ ▒▒▒▒ ▒▒▒ ▒▒▒▒▒ ▒▒▒▒▒▒ ▒▒▒▒ ▒▒▒▒▒ ▒▒▒▒ ▒▒▒ ▒▒▒▒▒▒ ▒▒▒▒▒ ▒▒▒▒ ▒▒▒▒ ▒▒▒▒▒ ▒▒▒▒▒▒ ▒▒▒ ▒▒▒▒▒ ▒▒▒▒ ▒▒▒▒ ▒▒▒▒▒▒ ▒▒▒▒▒ ▒▒▒ ▒▒▒▒ ▒▒▒▒▒ ▒▒▒▒▒▒ ▒▒▒▒ ▒▒▒▒▒ — [894, 260, 996, 331]
ad-text: ▒▒▒▒ ▒▒▒▒▒ ▒▒▒▒▒▒ ▒▒▒▒ ▒▒▒ ▒▒▒▒▒ ▒▒▒▒ ▒▒▒▒▒▒ ▒▒▒▒ ▒▒▒▒▒ ▒▒▒ ▒▒▒▒ ▒▒▒▒▒ — [785, 834, 997, 849]
dateline: ST. PETERSBURG, Nov. 19. — [15, 246, 114, 254]
headline-alec-hill: ALEC HILL — [355, 171, 434, 186]
headline-strikes: Collapse of Strikes. — [25, 335, 104, 345]
